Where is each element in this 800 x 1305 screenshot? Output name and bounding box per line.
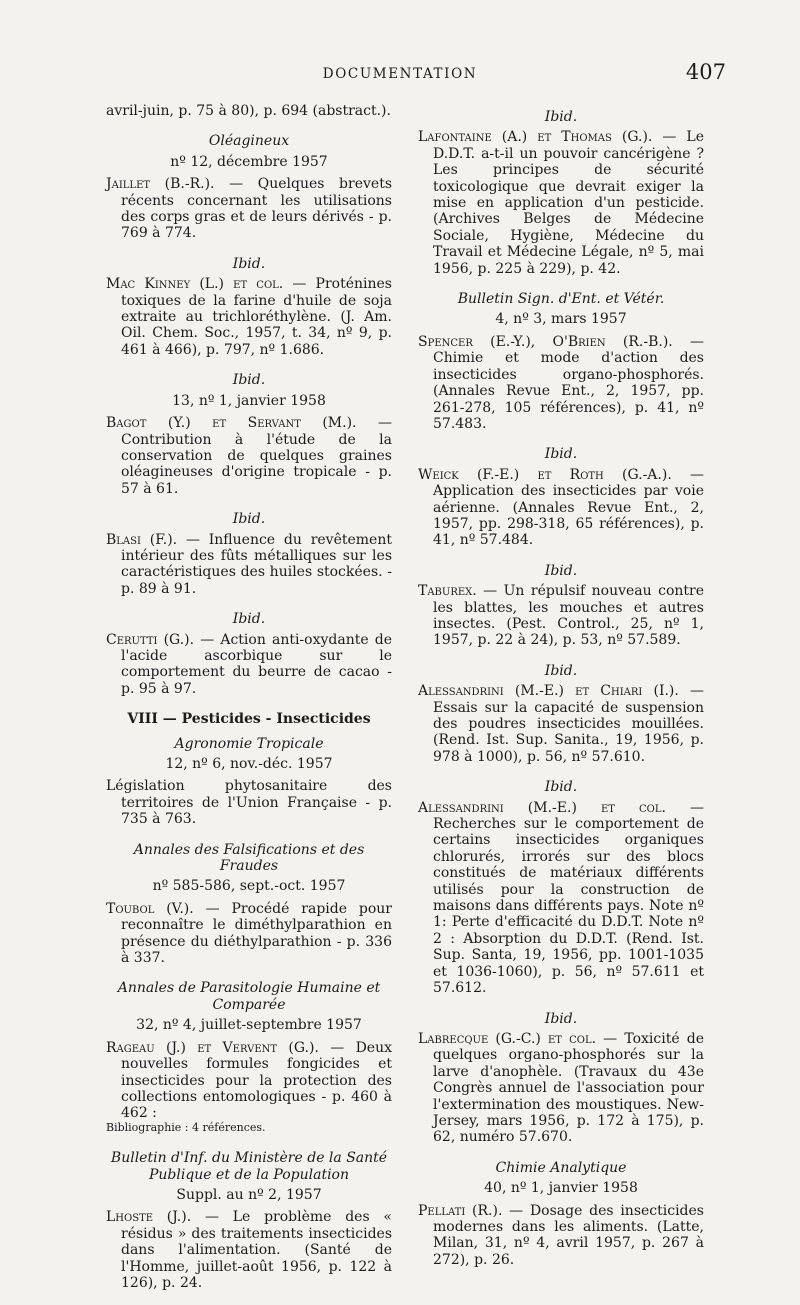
entry-text: — Quelques brevets récents concernant les utilisations des corps gras et de leurs dérivés - p. 769 à 774. <box>121 176 393 242</box>
entry-author: Alessandrini (M.-E.) et Chiari (I.). <box>418 683 679 700</box>
bibliography-note: Bibliographie : 4 références. <box>106 1120 266 1134</box>
entry-author: Weick (F.-E.) et Roth (G.-A.). <box>418 466 672 483</box>
entry-author: Rageau (J.) et Vervent (G.). <box>106 1039 319 1056</box>
page-number: 407 <box>685 60 726 84</box>
running-header: DOCUMENTATION <box>322 66 478 82</box>
issue-info: Suppl. au nº 2, 1957 <box>176 1186 322 1203</box>
bibliography-entry <box>418 1031 704 1146</box>
entry-text: — Essais sur la capacité de suspension des poudres insecticides mouillées. (Rend. Ist. Sup. Sanita., 19, 1956, p. 978 à 1000), p. 56, nº 57.610. <box>433 683 704 765</box>
entry-text: — Action anti-oxydante de l'acide ascorbique sur le comportement du beurre de cacao - p. 95 à 97. <box>121 631 393 697</box>
issue-info: 13, nº 1, janvier 1958 <box>172 392 326 409</box>
source-title: Ibid. <box>544 1010 578 1027</box>
bibliography-entry <box>418 334 704 432</box>
source-title: Chimie Analytique <box>495 1159 627 1176</box>
bibliography-entry <box>106 176 392 242</box>
entry-author: Lafontaine (A.) et Thomas (G.). <box>418 129 653 146</box>
source-title: Bulletin d'Inf. du Ministère de la Santé Publique et de la Population <box>110 1150 388 1183</box>
source-title: Ibid. <box>232 372 266 389</box>
source-title: Ibid. <box>544 109 578 125</box>
bibliography-entry <box>418 1203 704 1269</box>
entry-text: — Dosage des insecticides modernes dans les aliments. (Latte, Milan, 31, nº 4, avril 1957, p. 267 à 272), p. 26. <box>433 1202 704 1268</box>
source-title: Bulletin Sign. d'Ent. et Vétér. <box>457 291 665 308</box>
entry-text: — Recherches sur le comportement de certains insecticides organiques chlorurés, irrorés sur des blocs constitués de matériaux différents utilisés pour la construction de maisons dans différents pays. Note nº 1: Perte d'efficacité du D.D.T. Note nº 2 : Absorption du D.D.T. (Rend. Ist. Sup. Santa, 19, 1956, pp. 1001-1035 et 1036-1060), p. 56, nº 57.611 et 57.612. <box>433 799 704 997</box>
issue-info: 40, nº 1, janvier 1958 <box>484 1180 638 1197</box>
issue-info: nº 585-586, sept.-oct. 1957 <box>152 878 346 895</box>
entry-text: — Contribution à l'étude de la conservation de quelques graines oléagineuses d'origine tropicale - p. 57 à 61. <box>121 415 393 497</box>
source-title: Ibid. <box>544 779 578 796</box>
issue-info: 12, nº 6, nov.-déc. 1957 <box>165 756 333 772</box>
source-title: Ibid. <box>544 562 578 579</box>
issue-info: 4, nº 3, mars 1957 <box>495 311 627 328</box>
source-title: Oléagineux <box>208 133 290 150</box>
bibliography-entry <box>106 901 392 967</box>
bibliography-entry <box>418 683 704 765</box>
bibliography-entry <box>418 467 704 549</box>
entry-author: Bagot (Y.) et Servant (M.). <box>106 415 357 432</box>
entry-text: — Proténines toxiques de la farine d'huile de soja extraite au trichloréthylène. (J. Am. Oil. Chem. Soc., 1957, t. 34, nº 9, p. 461 à 466), p. 797, nº 1.686. <box>121 276 392 358</box>
section-heading: VIII — Pesticides - Insecticides <box>127 711 371 728</box>
bibliography-entry <box>106 1209 392 1291</box>
entry-text: — Le D.D.T. a-t-il un pouvoir cancérigène ? Les principes de sécurité toxicologique que devrait exiger la mise en application d'un pesticide. (Archives Belges de Médecine Sociale, Hygiène, Médecine du Travail et Médecine Légale, nº 5, mai 1956, p. 225 à 229), p. 42. <box>433 129 704 277</box>
entry-author: Toubol (V.). <box>106 900 194 917</box>
entry-text: — Influence du revêtement intérieur des fûts métalliques sur les caractéristiques des huiles stockées. - p. 89 à 91. <box>121 531 392 597</box>
entry-text: — Procédé rapide pour reconnaître le diméthylparathion en présence du diéthylparathion - p. 336 à 337. <box>121 900 392 967</box>
entry-author: Cerutti (G.). <box>106 631 195 648</box>
issue-info: nº 12, décembre 1957 <box>170 153 328 170</box>
entry-author: Taburex. <box>418 583 477 600</box>
entry-text: — Application des insecticides par voie aérienne. (Annales Revue Ent., 2, 1957, pp. 298-318, 65 références), p. 41, nº 57.484. <box>433 466 705 549</box>
entry-author: Blasi (F.). <box>106 531 178 548</box>
bibliography-entry <box>418 583 704 649</box>
bibliography-entry <box>418 129 704 277</box>
source-title: Ibid. <box>232 511 266 528</box>
bibliography-entry <box>106 1040 392 1122</box>
entry-author: Lhoste (J.). <box>106 1209 192 1226</box>
bibliography-entry: Législation phytosanitaire des territoires de l'Union Française - p. 735 à 763. <box>106 778 392 828</box>
entry-text: — Toxicité de quelques organo-phosphorés sur la larve d'anophèle. (Travaux du 43e Congrès annuel de l'association pour l'extermination des moustiques. New-Jersey, mars 1956, p. 172 à 175), p. 62, numéro 57.670. <box>433 1030 704 1146</box>
entry-author: Jaillet (B.-R.). <box>106 176 215 193</box>
entry-author: Labrecque (G.-C.) et col. <box>418 1030 597 1047</box>
entry-author: Spencer (E.-Y.), O'Brien (R.-B.). <box>418 333 673 350</box>
source-title: Agronomie Tropicale <box>174 735 324 752</box>
entry-text: — Chimie et mode d'action des insecticides organo-phosphorés. (Annales Revue Ent., 2, 1957, pp. 261-278, 105 références), p. 41, nº 57.483. <box>433 333 704 432</box>
bibliography-entry <box>106 632 392 698</box>
entry-author: Alessandrini (M.-E.) et col. <box>418 799 666 816</box>
source-title: Ibid. <box>232 611 266 628</box>
entry-text: — Un répulsif nouveau contre les blattes, les mouches et autres insectes. (Pest. Control., 25, nº 1, 1957, p. 22 à 24), p. 53, nº 57.589. <box>433 583 704 649</box>
entry-continued: avril-juin, p. 75 à 80), p. 694 (abstract.). <box>106 103 391 119</box>
entry-text: — Deux nouvelles formules fongicides et insecticides pour la protection des collections entomologiques - p. 460 à 462 : <box>121 1039 392 1122</box>
source-title: Ibid. <box>544 446 578 463</box>
bibliography-entry <box>106 415 392 497</box>
bibliography-entry <box>418 800 704 997</box>
bibliography-entry <box>106 276 392 358</box>
source-title: Annales de Parasitologie Humaine et Comparée <box>117 980 381 1013</box>
source-title: Ibid. <box>232 255 266 272</box>
source-title: Ibid. <box>544 662 578 679</box>
entry-text: — Le problème des « résidus » des traitements insecticides dans l'alimentation. (Santé de l'Homme, juillet-août 1956, p. 122 à 126), p. 24. <box>121 1209 392 1291</box>
bibliography-entry <box>106 532 392 598</box>
source-title: Annales des Falsifications et des Fraudes <box>133 841 365 875</box>
right-column <box>418 103 704 1282</box>
entry-author: Mac Kinney (L.) et col. <box>106 276 284 293</box>
left-column <box>106 103 392 1305</box>
entry-author: Pellati (R.). <box>418 1202 503 1219</box>
issue-info: 32, nº 4, juillet-septembre 1957 <box>136 1017 362 1034</box>
